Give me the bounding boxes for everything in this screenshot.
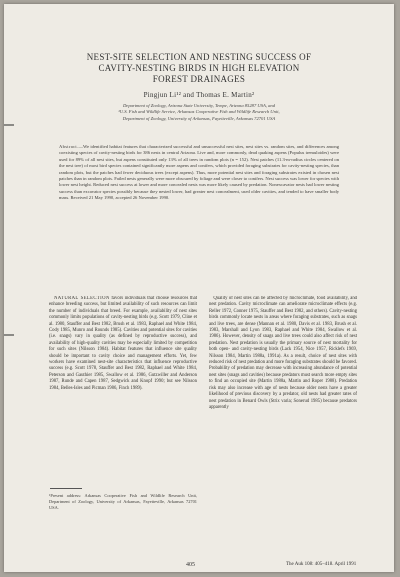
body-column-right xyxy=(209,296,357,558)
title-line: FOREST DRAINAGES xyxy=(152,74,246,84)
title-line: NEST-SITE SELECTION AND NESTING SUCCESS OF xyxy=(86,52,312,62)
footnote-divider xyxy=(50,488,82,489)
journal-reference: The Auk 108: 405–418. April 1991 xyxy=(286,562,357,567)
binding-mark xyxy=(4,334,14,336)
paper-title xyxy=(34,52,364,85)
affiliation-line: Department of Zoology, University of Arkansas, Fayetteville, Arkansas 72701 USA xyxy=(122,115,276,121)
paper-authors: Pingjun Li¹² and Thomas E. Martin² xyxy=(143,91,255,99)
affiliation-line: ²U.S. Fish and Wildlife Service, Arkansas Cooperative Fish and Wildlife Research Unit, xyxy=(118,109,280,115)
title-line: CAVITY-NESTING BIRDS IN HIGH ELEVATION xyxy=(98,63,300,73)
affiliation-line: Department of Zoology, Arizona State University, Tempe, Arizona 85287 USA, and xyxy=(122,103,276,108)
body-column-left xyxy=(49,296,197,484)
document-page xyxy=(4,4,394,572)
binding-mark xyxy=(4,124,14,126)
page-number: 405 xyxy=(186,562,195,568)
abstract-text: —We identified habitat features that characterized successful and unsuccessful nest sites, nest sites vs. random sites, and differences among coexisting species of cavity-nesting birds for 386 nests in central Arizona. Live and, more commonly, dead quaking aspens (Populus tremuloides) were used for 89% of all nest sites, but aspens constituted only 13% of all trees in random plots (n = 152). Nest patches (11.3-m-radius circles centered on the nest tree) of most bird species contained significantly more aspens and conifers, which provided foraging substrates for cavity-nesting species, than random plots, but the patches had fewer deciduous trees (except aspens). Thus, more potential nest sites and foraging substrates existed in chosen nest patches than in random plots. Failed nests generally were more obscured by foliage and were closer to conifers. Nest success was lower for species with lower nest height. Reduced nest success at lower and more concealed nests was more likely caused by predation. Nonexcavator nests had lower nesting success than excavator species possibly because they nested lower, had greater nest concealment, used older cavities, and tended to have smaller body mass. Received 21 May 1990, accepted 26 November 1990. xyxy=(59,144,339,201)
abstract xyxy=(59,144,339,279)
footnote: ¹Present address: Arkansas Cooperative Fish and Wildlife Research Unit, Department of Zoology, University of Arkansas, Fayetteville, Arkansas 72701 USA. xyxy=(49,493,197,511)
body-text: Quality of nest sites can be affected by microclimate, food availability, and nest predation. Cavity microclimate can ameliorate microclimate effects (e.g. Reller 1972, Conner 1975, Stauffer and Best 1982, and others). Cavity-nesting birds commonly locate nests in areas where foraging substrates, such as snags and live trees, are dense (Mannan et al. 1980, Davis et al. 1983, Brush et al. 1983, Marshall and Lyon 1983, Raphael and White 1984, Swallow et al. 1986). However, density of snags and live trees could also affect risk of nest predation. Nest predation is usually the primary source of nest mortality for both open- and cavity-nesting birds (Lack 1954, Nice 1957, Ricklefs 1969, Nilsson 1984, Martin 1988a, 1991a). As a result, choice of nest sites with reduced risk of nest predation and more foraging substrates should be favored. Probability of predation may decrease with increasing abundance of potential nest sites (snags and cavities) because predators must search more empty sites to find an occupied site (Martin 1988a, Martin and Roper 1988). Predation risk may also increase with age of nests because older nests have a greater likelihood of previous discovery by a predator, old nests had greater rates of nest predation in Benard Owls (Strix varia; Sonerud 1985) because predators apparently xyxy=(209,296,357,410)
abstract-label: Abstract. xyxy=(59,144,79,149)
author-affiliations xyxy=(49,103,349,122)
intro-lead: NATURAL SELECTION xyxy=(54,296,110,301)
intro-text: favors individuals that choose resources that enhance breeding success, but limited availability of such resources can limit the number of individuals that breed. For example, availability of nest sites commonly limits populations of cavity-nesting birds (e.g. Scott 1979, Cline et al. 1980, Stauffer and Best 1982, Brush et al. 1983, Raphael and White 1984, Cody 1985, Munro and Rounds 1985). Cavities and potential sites for cavities (i.e. snags) vary in quality (as defined by reproductive success), and availability of high-quality cavities may be especially limited by competition for such sites (Nilsson 1984). Habitat features that influence site quality should be important to cavity choice and management efforts. Yet, few workers have examined nest-site characteristics that influence reproductive success (e.g. Scott 1978, Stauffer and Best 1982, Raphael and White 1984, Peterson and Gauthier 1985, Swallow et al. 1986, Gutzwiller and Anderson 1987, Runde and Capen 1987, Sedgwick and Knopf 1990; but see Nilsson 1984, Belles-Isles and Picman 1986, Finch 1989). xyxy=(49,296,197,391)
